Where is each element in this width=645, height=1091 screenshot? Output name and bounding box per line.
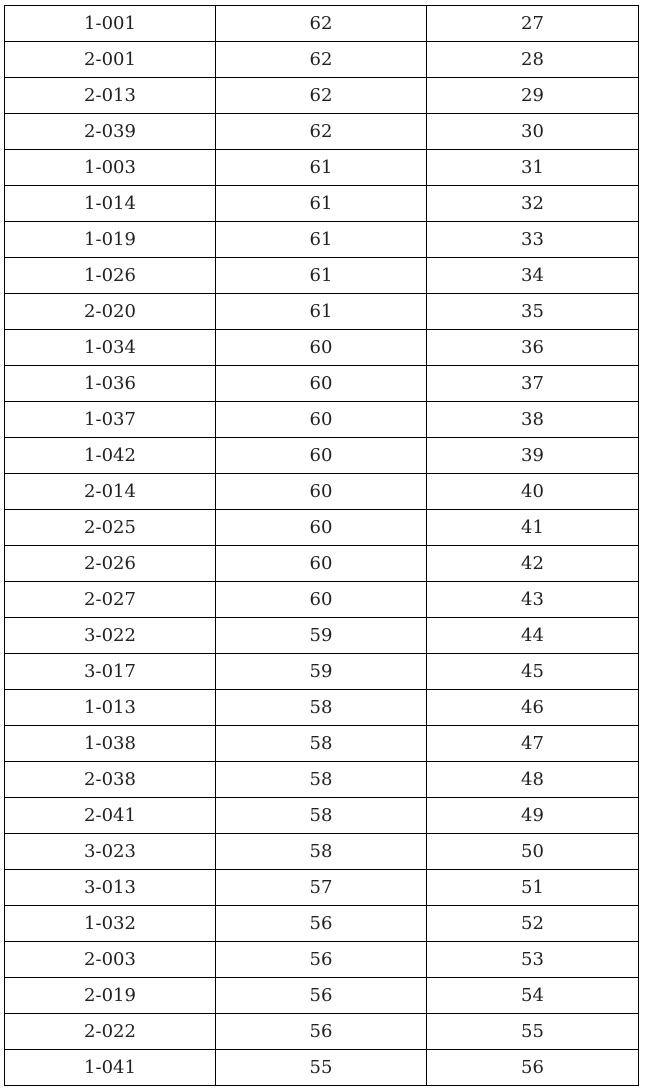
- cell-score: 60: [216, 546, 427, 582]
- cell-rank: 28: [427, 42, 639, 78]
- score-table: [4, 5, 639, 1086]
- cell-rank: 52: [427, 906, 639, 942]
- cell-score: 58: [216, 798, 427, 834]
- cell-rank: 27: [427, 6, 639, 42]
- cell-rank: 53: [427, 942, 639, 978]
- cell-score: 62: [216, 6, 427, 42]
- cell-id: 2-022: [5, 1014, 216, 1050]
- table-row: [5, 762, 639, 798]
- table-row: [5, 330, 639, 366]
- cell-id: 2-013: [5, 78, 216, 114]
- cell-score: 56: [216, 1014, 427, 1050]
- cell-id: 1-014: [5, 186, 216, 222]
- cell-id: 2-001: [5, 42, 216, 78]
- cell-rank: 32: [427, 186, 639, 222]
- cell-id: 1-026: [5, 258, 216, 294]
- table-row: [5, 222, 639, 258]
- table-row: [5, 294, 639, 330]
- cell-score: 60: [216, 366, 427, 402]
- cell-id: 2-014: [5, 474, 216, 510]
- cell-id: 1-013: [5, 690, 216, 726]
- cell-id: 2-020: [5, 294, 216, 330]
- cell-score: 59: [216, 618, 427, 654]
- cell-rank: 33: [427, 222, 639, 258]
- cell-score: 58: [216, 726, 427, 762]
- cell-id: 2-025: [5, 510, 216, 546]
- cell-id: 1-003: [5, 150, 216, 186]
- table-row: [5, 978, 639, 1014]
- cell-score: 60: [216, 474, 427, 510]
- table-row: [5, 726, 639, 762]
- cell-rank: 45: [427, 654, 639, 690]
- cell-score: 60: [216, 510, 427, 546]
- cell-id: 2-019: [5, 978, 216, 1014]
- cell-rank: 34: [427, 258, 639, 294]
- cell-score: 56: [216, 978, 427, 1014]
- cell-rank: 29: [427, 78, 639, 114]
- cell-rank: 31: [427, 150, 639, 186]
- cell-score: 56: [216, 906, 427, 942]
- table-row: [5, 258, 639, 294]
- cell-rank: 38: [427, 402, 639, 438]
- cell-id: 1-001: [5, 6, 216, 42]
- cell-id: 2-027: [5, 582, 216, 618]
- cell-score: 57: [216, 870, 427, 906]
- cell-score: 55: [216, 1050, 427, 1086]
- table-row: [5, 510, 639, 546]
- table-row: [5, 114, 639, 150]
- table-row: [5, 546, 639, 582]
- cell-id: 3-023: [5, 834, 216, 870]
- cell-rank: 35: [427, 294, 639, 330]
- cell-score: 61: [216, 294, 427, 330]
- cell-id: 2-041: [5, 798, 216, 834]
- score-table-body: [5, 6, 639, 1086]
- cell-rank: 30: [427, 114, 639, 150]
- cell-id: 1-036: [5, 366, 216, 402]
- cell-rank: 55: [427, 1014, 639, 1050]
- table-row: [5, 798, 639, 834]
- cell-score: 56: [216, 942, 427, 978]
- cell-score: 62: [216, 42, 427, 78]
- cell-rank: 48: [427, 762, 639, 798]
- table-row: [5, 654, 639, 690]
- cell-id: 2-026: [5, 546, 216, 582]
- cell-rank: 39: [427, 438, 639, 474]
- cell-score: 61: [216, 222, 427, 258]
- cell-score: 60: [216, 438, 427, 474]
- cell-rank: 42: [427, 546, 639, 582]
- cell-score: 60: [216, 402, 427, 438]
- cell-rank: 47: [427, 726, 639, 762]
- cell-rank: 40: [427, 474, 639, 510]
- cell-rank: 50: [427, 834, 639, 870]
- cell-score: 58: [216, 834, 427, 870]
- table-row: [5, 690, 639, 726]
- cell-score: 58: [216, 690, 427, 726]
- cell-rank: 54: [427, 978, 639, 1014]
- cell-id: 1-042: [5, 438, 216, 474]
- cell-id: 1-037: [5, 402, 216, 438]
- cell-id: 1-032: [5, 906, 216, 942]
- table-row: [5, 186, 639, 222]
- cell-id: 2-003: [5, 942, 216, 978]
- cell-id: 1-041: [5, 1050, 216, 1086]
- cell-score: 60: [216, 330, 427, 366]
- cell-rank: 49: [427, 798, 639, 834]
- cell-id: 2-038: [5, 762, 216, 798]
- cell-score: 59: [216, 654, 427, 690]
- cell-score: 61: [216, 258, 427, 294]
- table-row: [5, 78, 639, 114]
- results-sheet: [4, 5, 638, 1086]
- table-row: [5, 942, 639, 978]
- table-row: [5, 834, 639, 870]
- table-row: [5, 906, 639, 942]
- table-row: [5, 618, 639, 654]
- cell-score: 58: [216, 762, 427, 798]
- cell-id: 3-017: [5, 654, 216, 690]
- cell-rank: 56: [427, 1050, 639, 1086]
- cell-score: 61: [216, 150, 427, 186]
- table-row: [5, 582, 639, 618]
- cell-id: 1-038: [5, 726, 216, 762]
- table-row: [5, 6, 639, 42]
- cell-id: 2-039: [5, 114, 216, 150]
- table-row: [5, 42, 639, 78]
- table-row: [5, 366, 639, 402]
- cell-rank: 41: [427, 510, 639, 546]
- table-row: [5, 870, 639, 906]
- cell-rank: 44: [427, 618, 639, 654]
- cell-id: 1-019: [5, 222, 216, 258]
- cell-rank: 37: [427, 366, 639, 402]
- cell-score: 62: [216, 114, 427, 150]
- cell-rank: 51: [427, 870, 639, 906]
- cell-rank: 46: [427, 690, 639, 726]
- table-row: [5, 474, 639, 510]
- table-row: [5, 1014, 639, 1050]
- table-row: [5, 438, 639, 474]
- cell-rank: 43: [427, 582, 639, 618]
- cell-score: 62: [216, 78, 427, 114]
- table-row: [5, 1050, 639, 1086]
- cell-id: 1-034: [5, 330, 216, 366]
- table-row: [5, 402, 639, 438]
- cell-rank: 36: [427, 330, 639, 366]
- cell-id: 3-013: [5, 870, 216, 906]
- cell-score: 60: [216, 582, 427, 618]
- table-row: [5, 150, 639, 186]
- cell-score: 61: [216, 186, 427, 222]
- cell-id: 3-022: [5, 618, 216, 654]
